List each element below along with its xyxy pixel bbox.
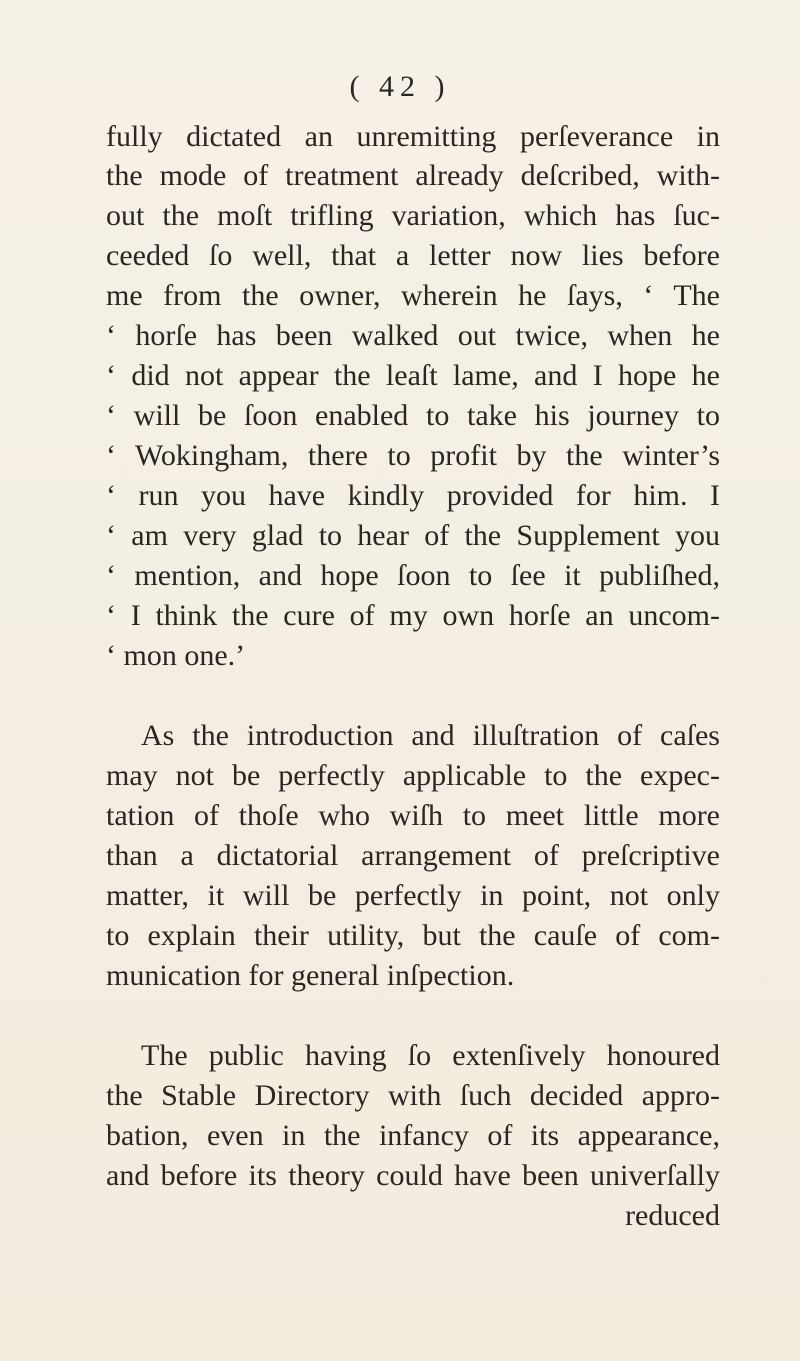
text-line: bation, even in the infancy of its appearance, [106,1119,720,1152]
text-line: ‘ will be ſoon enabled to take his journey to [106,399,720,432]
text-line: fully dictated an unremitting perſeverance in [106,120,720,153]
text-line: the Stable Directory with ſuch decided appro- [106,1079,720,1112]
text-line: than a dictatorial arrangement of preſcriptive [106,839,720,872]
text-line: out the moſt trifling variation, which has ſuc- [106,199,720,232]
text-line: ‘ mention, and hope ſoon to ſee it publiſhed, [106,559,720,592]
text-line: matter, it will be perfectly in point, not only [106,879,720,912]
text-line: to explain their utility, but the cauſe of com- [106,919,720,952]
text-line: tation of thoſe who wiſh to meet little more [106,799,720,832]
text-line: ‘ I think the cure of my own horſe an uncom- [106,599,720,632]
text-line: ‘ mon one.’ [106,639,246,672]
text-line: may not be perfectly applicable to the expec- [106,759,720,792]
text-line: munication for general inſpection. [106,959,515,992]
text-line: ‘ Wokingham, there to profit by the winter’s [106,439,720,472]
text-line: ‘ did not appear the leaſt lame, and I hope he [106,359,720,392]
text-line: The public having ſo extenſively honoured [141,1039,720,1072]
text-line: me from the owner, wherein he ſays, ‘ The [106,279,720,312]
catchword: reduced [625,1199,720,1232]
text-line: ‘ horſe has been walked out twice, when he [106,319,720,352]
text-line: the mode of treatment already deſcribed, with- [106,159,720,192]
text-line: ceeded ſo well, that a letter now lies before [106,239,720,272]
text-line: ‘ run you have kindly provided for him. I [106,479,720,512]
page-number-header: ( 42 ) [349,70,451,103]
text-line: As the introduction and illuſtration of caſes [141,719,720,752]
text-line: ‘ am very glad to hear of the Supplement you [106,519,720,552]
text-line: and before its theory could have been univerſally [106,1159,720,1192]
